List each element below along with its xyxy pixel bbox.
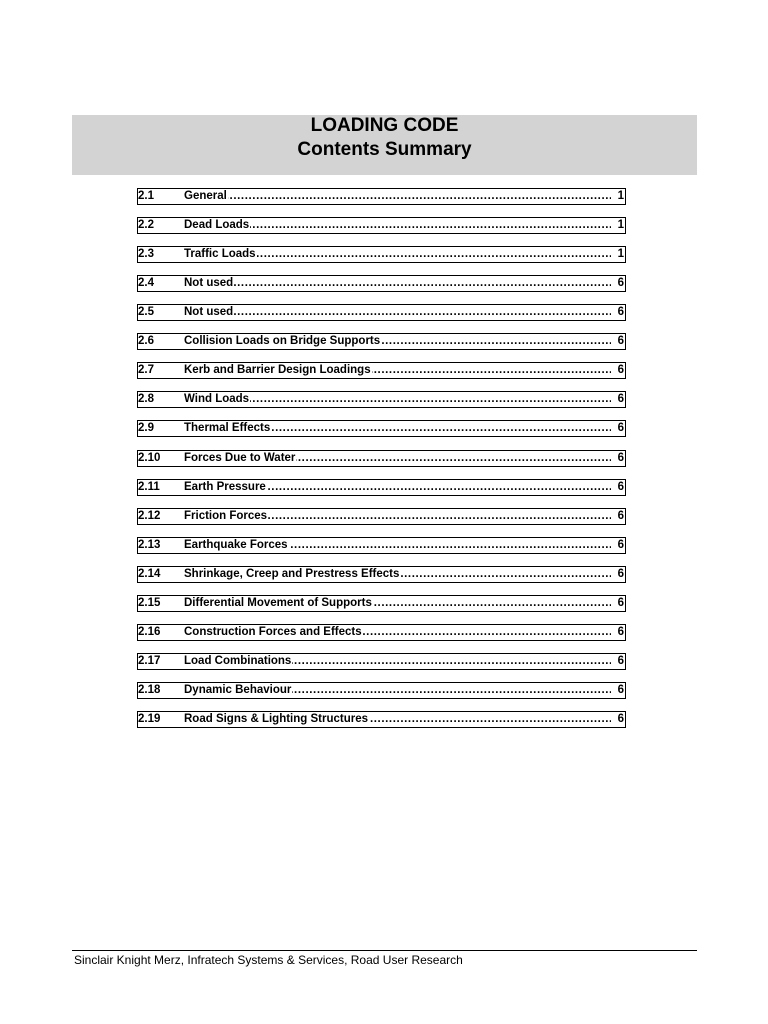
toc-entry-title: Shrinkage, Creep and Prestress Effects [184, 568, 400, 580]
toc-entry-number: 2.7 [138, 364, 154, 376]
toc-entry[interactable] [137, 275, 626, 292]
toc-entry[interactable] [137, 420, 626, 437]
toc-entry[interactable] [137, 711, 626, 728]
footer-divider [72, 950, 697, 951]
toc-entry-number: 2.16 [138, 626, 161, 638]
toc-entry-number: 2.13 [138, 539, 161, 551]
toc-entry[interactable] [137, 304, 626, 321]
toc-entry-page: 6 [617, 510, 624, 522]
toc-entry[interactable] [137, 595, 626, 612]
toc-entry-title: Thermal Effects [184, 422, 271, 434]
toc-entry-title: Forces Due to Water [184, 452, 296, 464]
toc-entry[interactable] [137, 246, 626, 263]
toc-entry-number: 2.10 [138, 452, 161, 464]
toc-entry[interactable] [137, 333, 626, 350]
toc-entry-page: 1 [617, 248, 624, 260]
toc-entry-title: General [184, 190, 227, 202]
toc-entry[interactable] [137, 217, 626, 234]
toc-entry-page: 6 [617, 568, 624, 580]
toc-entry[interactable] [137, 624, 626, 641]
toc-entry-page: 6 [617, 655, 624, 667]
toc-entry[interactable] [137, 653, 626, 670]
toc-entry-title: Dynamic Behaviour [184, 684, 292, 696]
toc-entry-number: 2.4 [138, 277, 154, 289]
toc-entry-number: 2.19 [138, 713, 161, 725]
toc-entry-title: Earth Pressure [184, 481, 266, 493]
footer-text: Sinclair Knight Merz, Infratech Systems & Services, Road User Research [74, 953, 463, 967]
toc-entry[interactable] [137, 479, 626, 496]
toc-entry[interactable] [137, 188, 626, 205]
toc-entry-page: 6 [617, 539, 624, 551]
toc-entry-title: Friction Forces [184, 510, 268, 522]
document-subtitle: Contents Summary [297, 139, 472, 160]
toc-entry-title: Collision Loads on Bridge Supports [184, 335, 381, 347]
toc-entry[interactable] [137, 682, 626, 699]
toc-entry-number: 2.12 [138, 510, 161, 522]
toc-entry[interactable] [137, 362, 626, 379]
toc-entry[interactable] [137, 566, 626, 583]
toc-entry-page: 6 [617, 626, 624, 638]
toc-entry-title: Not used [184, 277, 234, 289]
toc-entry-number: 2.3 [138, 248, 154, 260]
toc-entry-number: 2.8 [138, 393, 154, 405]
toc-entry-title: Dead Loads [184, 219, 250, 231]
toc-entry-title: Not used [184, 306, 234, 318]
toc-entry-page: 6 [617, 481, 624, 493]
toc-entry-title: Earthquake Forces [184, 539, 288, 551]
toc-entry-title: Differential Movement of Supports [184, 597, 372, 609]
toc-entry-title: Construction Forces and Effects [184, 626, 362, 638]
toc-entry-page: 6 [617, 684, 624, 696]
toc-entry-number: 2.9 [138, 422, 154, 434]
document-title: LOADING CODE [310, 115, 459, 136]
toc-entry-page: 6 [617, 277, 624, 289]
toc-entry-page: 1 [617, 190, 624, 202]
toc-entry-number: 2.11 [138, 481, 160, 493]
toc-entry-number: 2.18 [138, 684, 161, 696]
toc-entry-page: 1 [617, 219, 624, 231]
toc-entry-title: Traffic Loads [184, 248, 256, 260]
toc-entry-title: Load Combinations [184, 655, 292, 667]
toc-entry-page: 6 [617, 335, 624, 347]
toc-entry[interactable] [137, 391, 626, 408]
toc-entry-title: Wind Loads [184, 393, 250, 405]
toc-entry[interactable] [137, 508, 626, 525]
toc-entry-page: 6 [617, 713, 624, 725]
toc-entry[interactable] [137, 537, 626, 554]
toc-entry-page: 6 [617, 306, 624, 318]
toc-entry-number: 2.17 [138, 655, 161, 667]
toc-entry[interactable] [137, 450, 626, 467]
toc-entry-number: 2.15 [138, 597, 161, 609]
title-band [72, 115, 697, 175]
toc-entry-number: 2.6 [138, 335, 154, 347]
toc-entry-number: 2.1 [138, 190, 154, 202]
toc-entry-page: 6 [617, 422, 624, 434]
toc-entry-title: Road Signs & Lighting Structures [184, 713, 369, 725]
toc-entry-page: 6 [617, 597, 624, 609]
toc-entry-number: 2.5 [138, 306, 154, 318]
toc-entry-number: 2.14 [138, 568, 161, 580]
toc-entry-page: 6 [617, 364, 624, 376]
toc-entry-title: Kerb and Barrier Design Loadings [184, 364, 371, 376]
toc-entry-page: 6 [617, 393, 624, 405]
toc-entry-page: 6 [617, 452, 624, 464]
toc-entry-number: 2.2 [138, 219, 154, 231]
